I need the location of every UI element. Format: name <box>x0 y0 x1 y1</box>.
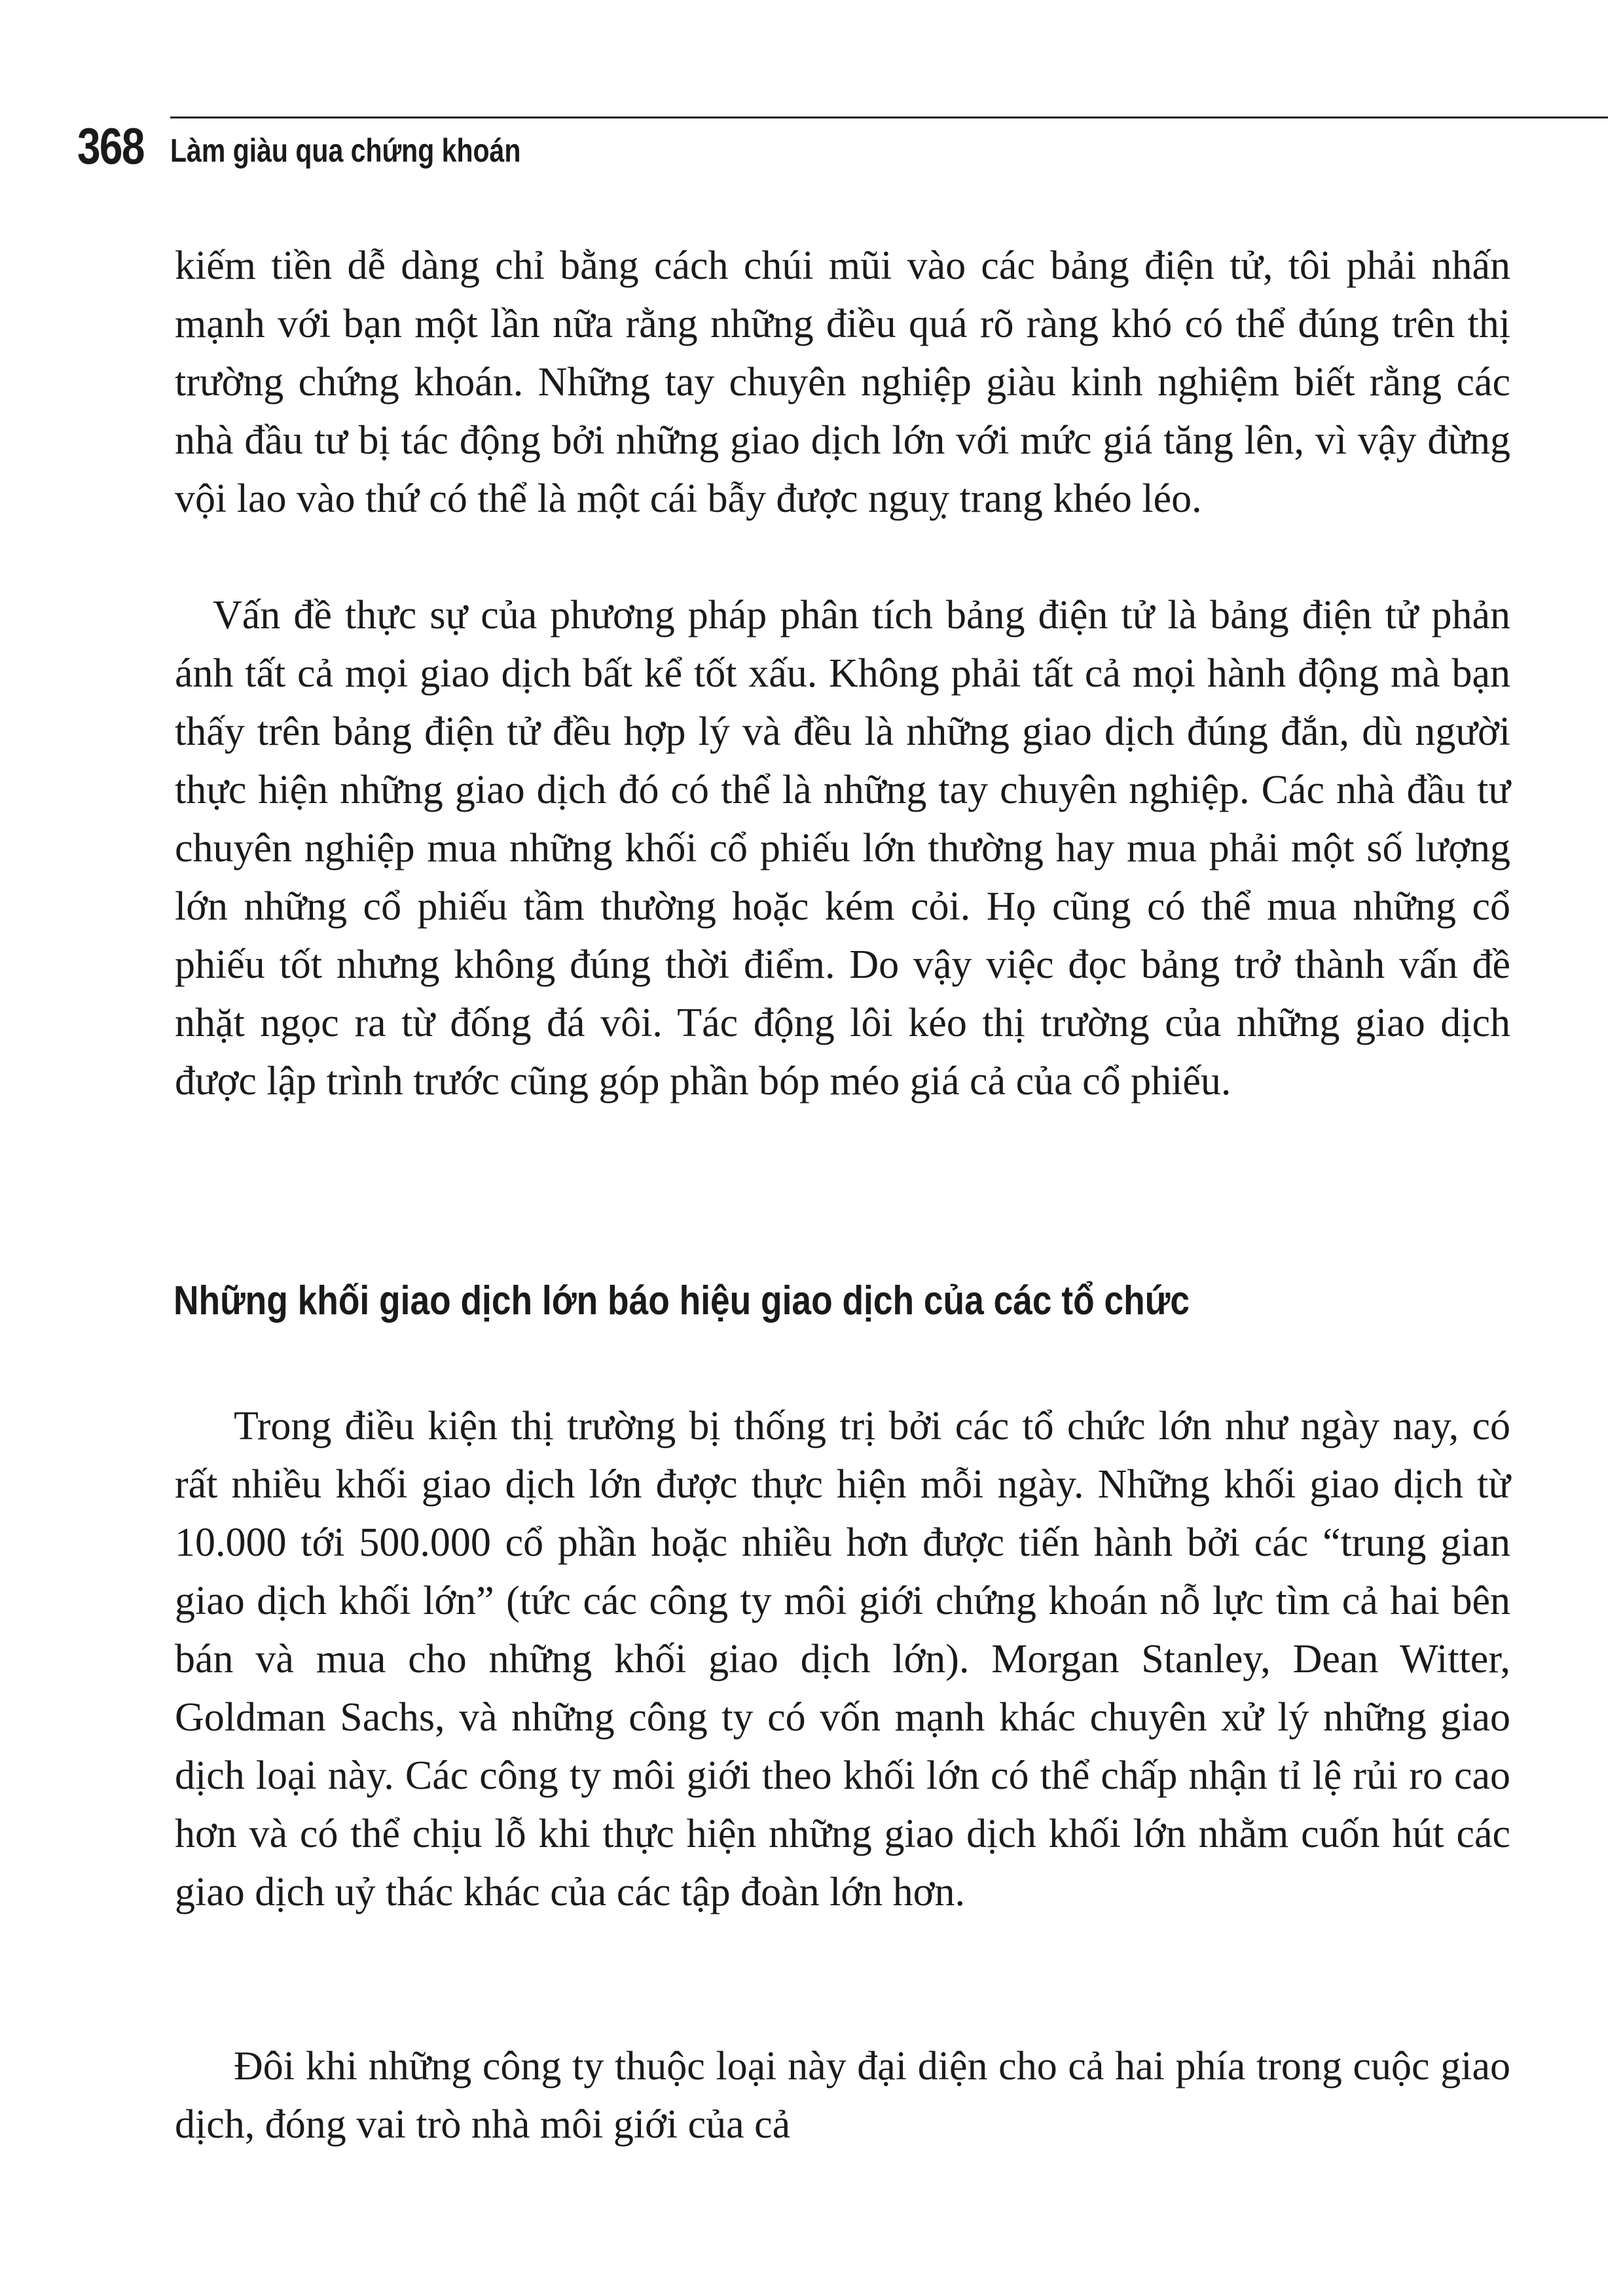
page-number: 368 <box>77 117 144 175</box>
header-rule <box>170 117 1608 118</box>
paragraph-3: Trong điều kiện thị trường bị thống trị bởi các tổ chức lớn như ngày nay, có rất nhiều khối giao dịch lớn được thực hiện mỗi ngày. Những khối giao dịch từ 10.000 tới 500.000 cổ phần hoặc nhiều hơn được tiến hành bởi các “trung gian giao dịch khối lớn” (tức các công ty môi giới chứng khoán nỗ lực tìm cả hai bên bán và mua cho những khối giao dịch lớn). Morgan Stanley, Dean Witter, Goldman Sachs, và những công ty có vốn mạnh khác chuyên xử lý những giao dịch loại này. Các công ty môi giới theo khối lớn có thể chấp nhận tỉ lệ rủi ro cao hơn và có thể chịu lỗ khi thực hiện những giao dịch khối lớn nhằm cuốn hút các giao dịch uỷ thác khác của các tập đoàn lớn hơn. <box>175 1404 1510 1914</box>
paragraph-2: Vấn đề thực sự của phương pháp phân tích bảng điện tử là bảng điện tử phản ánh tất cả mọi giao dịch bất kể tốt xấu. Không phải tất cả mọi hành động mà bạn thấy trên bảng điện tử đều hợp lý và đều là những giao dịch đúng đắn, dù người thực hiện những giao dịch đó có thể là những tay chuyên nghiệp. Các nhà đầu tư chuyên nghiệp mua những khối cổ phiếu lớn thường hay mua phải một số lượng lớn những cổ phiếu tầm thường hoặc kém cỏi. Họ cũng có thể mua những cổ phiếu tốt nhưng không đúng thời điểm. Do vậy việc đọc bảng trở thành vấn đề nhặt ngọc ra từ đống đá vôi. Tác động lôi kéo thị trường của những giao dịch được lập trình trước cũng góp phần bóp méo giá cả của cổ phiếu. <box>175 593 1510 1103</box>
section-heading: Những khối giao dịch lớn báo hiệu giao dịch của các tổ chức <box>173 1278 1190 1323</box>
paragraph-4: Đôi khi những công ty thuộc loại này đại diện cho cả hai phía trong cuộc giao dịch, đóng vai trò nhà môi giới của cả <box>175 2044 1510 2147</box>
running-header <box>77 110 1609 182</box>
paragraph-1: kiếm tiền dễ dàng chỉ bằng cách chúi mũi vào các bảng điện tử, tôi phải nhấn mạnh với bạn một lần nữa rằng những điều quá rõ ràng khó có thể đúng trên thị trường chứng khoán. Những tay chuyên nghiệp giàu kinh nghiệm biết rằng các nhà đầu tư bị tác động bởi những giao dịch lớn với mức giá tăng lên, vì vậy đừng vội lao vào thứ có thể là một cái bẫy được nguỵ trang khéo léo. <box>175 243 1510 521</box>
running-title: Làm giàu qua chứng khoán <box>170 132 521 169</box>
